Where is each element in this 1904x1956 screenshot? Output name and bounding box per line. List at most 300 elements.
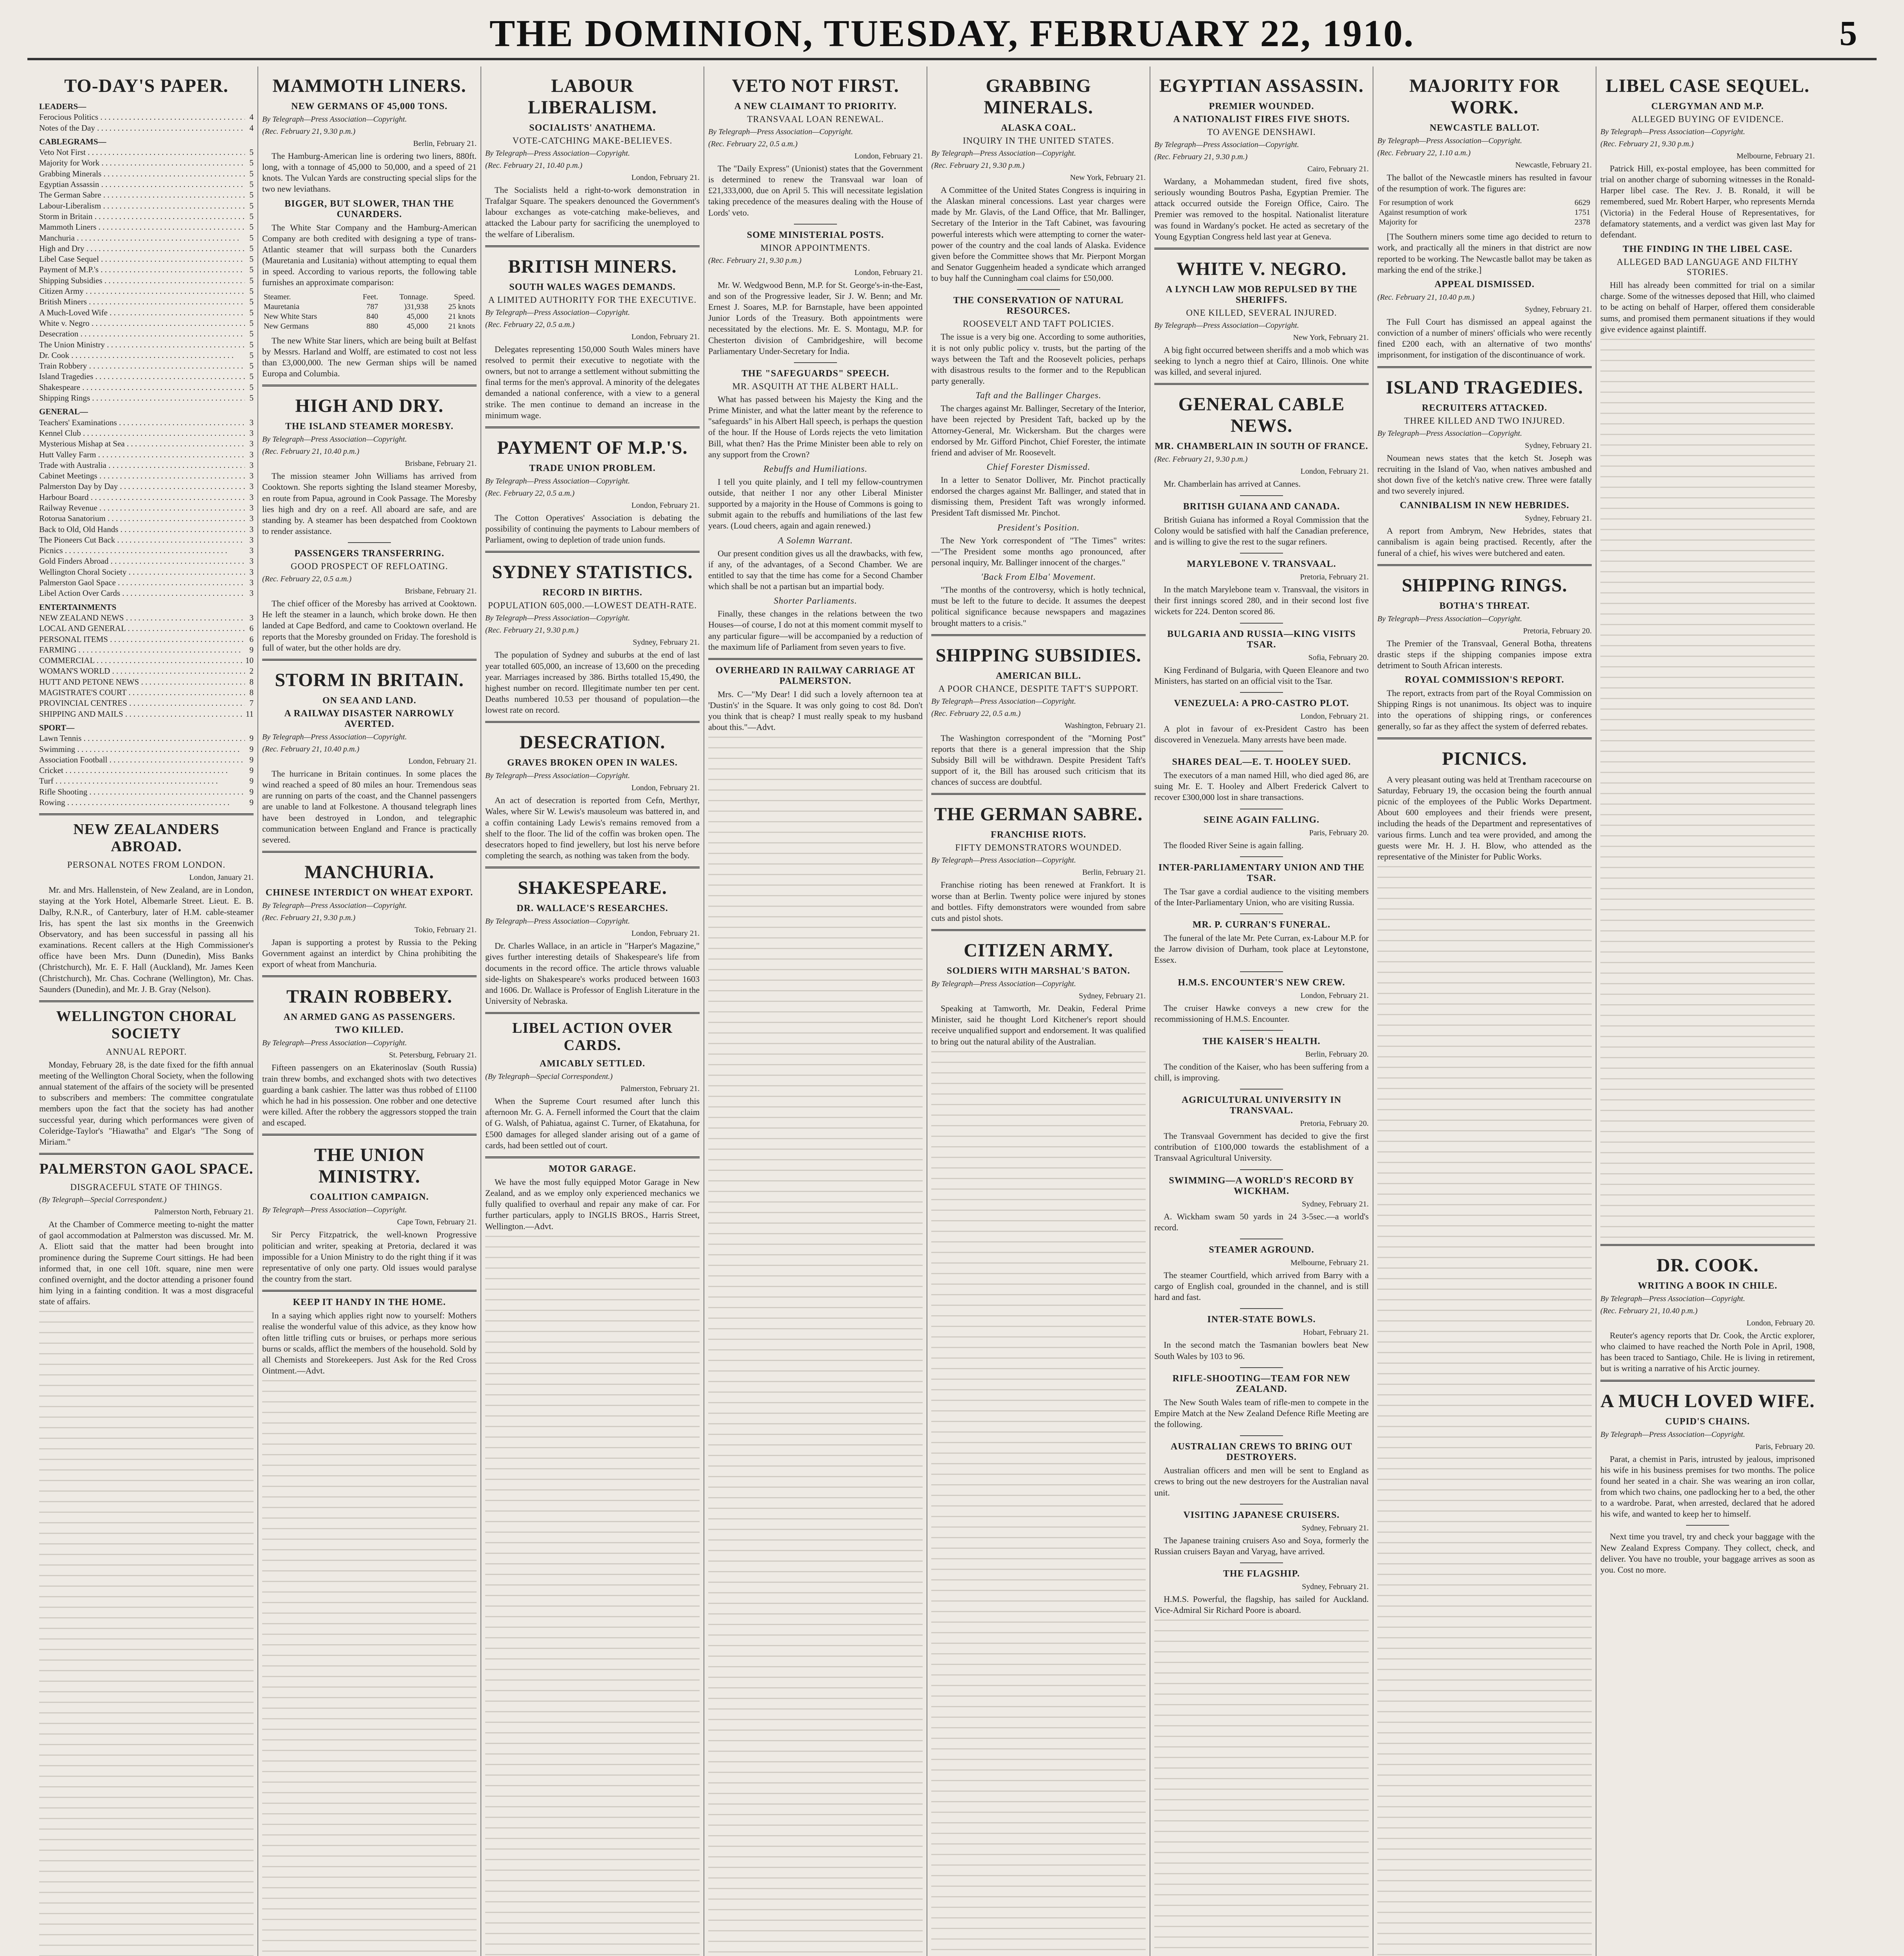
divider [348,542,391,543]
index-entry-page: 3 [249,460,254,470]
article-body: Mr. W. Wedgwood Benn, M.P. for St. George's-in-the-East, and son of the Progressive leader, Sir J. W. Benn; and Mr. Ernest J. Soares, M.P. for Barnstaple, have been appointed Junior Lords of the Treasury. Both appointments were necessitated by the elections. Mr. E. S. Montagu, M.P. for Chesterton division of Cambridgeshire, will become Parliamentary Under-Secretary for India. [708,280,923,356]
article-body: The executors of a man named Hill, who died aged 86, are suing Mr. E. T. Hooley and Albert Frederick Calvert to recover £300,000 lost in share transactions. [1154,770,1369,802]
index-entry [39,545,254,556]
index-entry [39,243,254,254]
index-entry-name: Veto Not First . . . [39,147,245,158]
index-entry [39,577,254,588]
index-entry-page: 9 [249,787,254,796]
byline: (By Telegraph—Special Correspondent.) [39,1196,167,1205]
subheading: BOTHA'S THREAT. [1439,600,1530,611]
index-entry-name: NEW ZEALAND NEWS . . . [39,613,245,623]
index-entry [39,460,254,471]
subheading: GOOD PROSPECT OF REFLOATING. [290,561,448,572]
dateline: Paris, February 20. [1309,828,1369,837]
index-entry-name: Island Tragedies . . . [39,371,245,382]
advert-body: Mrs. C—"My Dear! I did such a lovely afternoon tea at 'Dustin's' in the Square. It was only going to cost 8d. Don't you think that is cheap? I must really speak to my husband about this."—Advt. [708,689,923,732]
article-body: The "Daily Express" (Unionist) states that the Government is determined to renew the Transvaal war loan of £21,333,000, due on April 5. This will necessitate legislation taking precedence of the measures dealing with the House of Lords' veto. [708,164,923,218]
subheading: AUSTRALIAN CREWS TO BRING OUT DESTROYERS. [1170,1442,1353,1463]
article-body: The cruiser Hawke conveys a new crew for the recommissioning of H.M.S. Encounter. [1154,1003,1369,1024]
article-body: Franchise rioting has been renewed at Frankfort. It is worse than at Berlin. Twenty police were injured by stones and bottles. Fifty demonstrators were wounded from sabre cuts and pistol shots. [931,880,1146,923]
article-body: British Guiana has informed a Royal Commission that the Colony would be satisfied with half the Canadian preference, and is willing to give the rest to the sugar refiners. [1154,514,1369,547]
continued-text [1377,866,1592,1956]
index-entry-name: Gold Finders Abroad . . . [39,556,245,566]
article-body: Finally, these changes in the relations between the two Houses—of course, I do not at this moment commit myself to any particular figure—will be accompanied by a reduction of the maximum life of Parliament from seven years to five. [708,609,923,652]
index-entry-page: 3 [249,417,254,427]
subheading: ON SEA AND LAND. [322,695,417,706]
byline: By Telegraph—Press Association—Copyright. [262,901,407,910]
subheading: AMERICAN BILL. [995,671,1082,681]
divider [262,1134,477,1136]
article-body: Dr. Charles Wallace, in an article in "Harper's Magazine," gives further interesting details of Shakespeare's life from documents in the record office. The article throws valuable side-lights on Shakespeare's works produced between 1603 and 1606. Dr. Wallace is Professor of English Literature in the University of Nebraska. [485,941,700,1006]
index-entry-page: 3 [249,439,254,449]
subheading: APPEAL DISMISSED. [1434,279,1535,289]
subheading: THE KAISER'S HEALTH. [1202,1036,1321,1046]
vote-value: 1751 [1575,208,1590,217]
table-cell: )31,938 [404,302,428,311]
index-entry [39,123,254,133]
article-heading: STORM IN BRITAIN. [275,669,464,690]
index-entry [39,666,254,676]
divider [1154,248,1369,250]
dateline: London, February 21. [1300,991,1369,1000]
divider [708,658,923,660]
index-entry [39,588,254,599]
vote-label: Against resumption of work [1379,208,1467,217]
table-cell: 45,000 [407,322,428,331]
subheading: 'Back From Elba' Movement. [981,572,1096,582]
index-entry [39,307,254,318]
index-entry-page: 5 [249,329,254,339]
index-entry-page: 3 [249,449,254,459]
article-body: The report, extracts from part of the Royal Commission on Shipping Rings is not unanimous. Its object was to inquire into the operations of shipping rings, or conferences generally, so far as they affect the system of deferred rebates. [1377,688,1592,731]
article-heading: SHAKESPEARE. [518,877,667,899]
byline: By Telegraph—Press Association—Copyright. [262,1039,407,1048]
byline: By Telegraph—Press Association—Copyright. [1600,1430,1745,1439]
dateline: Berlin, February 20. [1305,1050,1369,1059]
divider [262,851,477,853]
subheading: STEAMER AGROUND. [1209,1244,1314,1255]
subheading: ANNUAL REPORT. [106,1046,187,1057]
index-entry [39,382,254,393]
advert-heading: OVERHEARD IN RAILWAY CARRIAGE AT PALMERSTON. [715,665,916,686]
index-entry-name: Desecration . . . [39,329,245,339]
article-body: An act of desecration is reported from Cefn, Merthyr, Wales, where Sir W. Lewis's mausoleum was battered in, and a coffin containing Lady Lewis's remains removed from a shelf to the floor. The lid of the coffin was broken open. The desecrators hoped to find jewellery, but lost his nerve before completing the search, as nothing was taken from the body. [485,795,700,861]
subheading: FRANCHISE RIOTS. [990,830,1087,840]
index-entry [39,733,254,744]
index-entry-name: Majority for Work . . . [39,158,245,168]
index-entry-name: The Pioneers Cut Back . . . [39,535,245,545]
index-entry-page: 3 [249,482,254,491]
dateline: Sydney, February 21. [1079,992,1146,1001]
byline: By Telegraph—Press Association—Copyright. [485,771,630,780]
article-heading: ISLAND TRAGEDIES. [1386,377,1584,398]
article-body: Parat, a chemist in Paris, intrusted by jealous, imprisoned his wife in his business premises for two months. The police found her seated in a chair. She was wearing an iron collar, from which two chains, one padlocking her to a bed, the other to a wardrobe. Parat, when arrested, declared that he adored his wife, and wanted to keep her to himself. [1600,1454,1815,1519]
byline: By Telegraph—Press Association—Copyright. [1154,140,1299,149]
article-body: The funeral of the late Mr. Pete Curran, ex-Labour M.P. for the Jarrow division of Durham, took place at Leytonstone, Essex. [1154,933,1369,965]
dateline: Paris, February 20. [1755,1442,1815,1451]
divider [485,1156,700,1158]
article-body: The hurricane in Britain continues. In some places the wind reached a speed of 80 miles an hour. Tremendous seas are running on parts of the coast, and the Channel passengers are unable to land at Folkestone. A thousand telegraph lines have been destroyed in London, and telegraphic communication between England and France is practically severed. [262,768,477,845]
contents-index [39,101,254,808]
received: (Rec. February 21, 10.40 p.m.) [262,447,360,456]
article-heading: SHIPPING SUBSIDIES. [936,645,1141,666]
article-heading: CITIZEN ARMY. [964,940,1113,961]
index-entry-page: 9 [249,798,254,807]
index-entry-page: 6 [249,624,254,633]
dateline: Sydney, February 21. [1302,1523,1369,1532]
divider [1240,856,1283,857]
dateline: Pretoria, February 20. [1300,1119,1369,1128]
article-heading: BRITISH MINERS. [508,256,677,277]
index-entry [39,755,254,765]
index-entry [39,513,254,524]
index-heading: TO-DAY'S PAPER. [64,76,229,96]
byline: (By Telegraph—Special Correspondent.) [485,1072,613,1081]
index-entry [39,329,254,339]
index-entry [39,471,254,481]
dateline: London, February 21. [408,757,477,766]
index-entry-page: 3 [249,567,254,577]
index-entry-page: 5 [249,201,254,210]
subheading: POPULATION 605,000.—LOWEST DEATH-RATE. [488,600,697,611]
dateline: Brisbane, February 21. [405,459,477,468]
article-body: Mr. and Mrs. Hallenstein, of New Zealand, are in London, staying at the York Hotel, Albemarle Street. Lieut. E. B. Dalby, R.N.R., of Canterbury, later of H.M. cable-steamer Iris, has spent the last six months in the Greenwich Observatory, and has been successful in passing all his examinations. Recent callers at the High Commissioner's office have been Mrs. Dunn (Dunedin), Miss Banks (Christchurch), Mr. E. F. Hall (Auckland), Mr. James Keen (Christchurch), Mr. Chas. Cochrane (Wellington), Mr. Chas. Saunders (Dunedin), and Mr. J. B. Gray (Nelson). [39,885,254,994]
index-entry-name: Libel Action Over Cards . . . [39,588,245,599]
dateline: Pretoria, February 20. [1523,626,1592,635]
vote-value: 6629 [1575,198,1590,207]
index-entry-name: White v. Negro . . . [39,318,245,329]
index-entry-name: Hutt Valley Farm . . . [39,449,245,460]
divider [1240,1367,1283,1368]
article-body: I tell you quite plainly, and I tell my fellow-countrymen outside, that neither I nor any other Liberal Minister supported by a majority in the House of Commons is going to submit again to the rebuffs and humiliations of the last few years. (Loud cheers, again and again renewed.) [708,476,923,531]
column-4 [708,67,923,1956]
article-body: The issue is a very big one. According to some authorities, it is not only public policy v. trusts, but the parting of the ways between the Taft and the Roosevelt policies, perhaps with disastrous results to the former and to the Republican party generally. [931,332,1146,386]
index-entry [39,286,254,297]
article-heading: HIGH AND DRY. [295,396,444,417]
article-body: The steamer Courtfield, which arrived from Barry with a cargo of English coal, grounded in the channel, and is still hard and fast. [1154,1270,1369,1302]
subheading: THE FLAGSHIP. [1223,1568,1300,1579]
article-body: A big fight occurred between sheriffs and a mob which was seeking to lynch a negro thief at Cairo, Illinois. One white was killed, and several injured. [1154,345,1369,377]
vote-label: Majority for [1379,218,1418,227]
article-body: Sir Percy Fitzpatrick, the well-known Progressive politician and writer, speaking at Pretoria, declared it was impossible for a Union Ministry to do the right thing if it was representative of only one party. Old issues would paralyse the country from the start. [262,1230,477,1284]
article-body: The Premier of the Transvaal, General Botha, threatens drastic steps if the shipping companies impose extra detriment to South African interests. [1377,638,1592,670]
dateline: London, February 21. [854,268,923,277]
dateline: Brisbane, February 21. [405,587,477,596]
subheading: ALLEGED BUYING OF EVIDENCE. [1631,114,1784,124]
subheading: NEW GERMANS OF 45,000 TONS. [291,101,448,111]
table-cell: Mauretania [264,302,300,311]
index-entry-name: Storm in Britain . . . [39,211,245,222]
continued-text [39,1311,254,1956]
subheading: RECRUITERS ATTACKED. [1422,403,1548,413]
divider [485,245,700,247]
article-heading: GRABBING MINERALS. [984,76,1093,118]
article-body: Mr. Chamberlain has arrived at Cannes. [1164,479,1301,489]
article-body: The ballot of the Newcastle miners has resulted in favour of the resumption of work. The figures are: [1377,173,1592,194]
index-entry-name: COMMERCIAL . . . [39,655,245,666]
article-body: At the Chamber of Commerce meeting to-night the matter of gaol accommodation at Palmerston was discussed. Mr. M. A. Eliott said that the matter had been brought into prominence during the Supreme Court sittings. He had been informed that, in one cell 10ft. square, nine men were confined overnight, and the doctor attending a prisoner found him lying in a fainting condition. It was a most disgraceful state of affairs. [39,1219,254,1307]
received: (Rec. February 21, 9.30 p.m.) [1154,153,1248,161]
subheading: SOUTH WALES WAGES DEMANDS. [509,282,676,292]
table-cell: 21 knots [448,312,475,321]
index-entry-name: Trade with Australia . . . [39,460,245,471]
byline: By Telegraph—Press Association—Copyright. [262,1206,407,1215]
index-entry-name: Palmerston Gaol Space . . . [39,577,245,588]
subheading: CANNIBALISM IN NEW HEBRIDES. [1400,500,1569,511]
index-entry-page: 3 [249,471,254,481]
article-heading: LIBEL CASE SEQUEL. [1605,76,1810,96]
divider [931,793,1146,795]
index-entry-name: Rifle Shooting . . . [39,787,245,797]
index-entry-page: 5 [249,393,254,403]
index-entry-name: WOMAN'S WORLD . . . [39,666,245,676]
subheading: MR. CHAMBERLAIN IN SOUTH OF FRANCE. [1155,441,1368,452]
table-header-cell: Steamer. [264,292,291,301]
divider [485,551,700,553]
dateline: London, February 21. [1300,712,1369,721]
byline: By Telegraph—Press Association—Copyright. [262,115,407,124]
article-body: H.M.S. Powerful, the flagship, has sailed for Auckland. Vice-Admiral Sir Richard Poore is aboard. [1154,1594,1369,1615]
column-7 [1377,67,1592,1956]
article-body: Our present condition gives us all the drawbacks, with few, if any, of the advantages, of a Second Chamber. We are entitled to say that the time has come for a Second Chamber which shall be not a partisan but an impartial body. [708,548,923,591]
article-body: The mission steamer John Williams has arrived from Cooktown. She reports sighting the Island steamer Moresby, en route from Papua, aground in Cook Passage. The Moresby lies high and dry on a reef. All aboard are safe, and are standing by. A steamer has been despatched from Cooktown to render assistance. [262,471,477,536]
continued-text [1600,339,1815,1239]
article-body: Speaking at Tamworth, Mr. Deakin, Federal Prime Minister, said he thought Lord Kitchener's report should receive unqualified support and endorsement. It was qualified to bring out the natural ability of the Australian. [931,1003,1146,1046]
table-cell: 787 [366,302,378,311]
received: (Rec. February 21, 9.30 p.m.) [1154,455,1248,464]
article-heading: NEW ZEALANDERS ABROAD. [73,821,220,855]
index-entry [39,787,254,797]
dateline-wrap [1154,829,1369,838]
divider [1240,495,1283,496]
index-entry-page: 5 [249,180,254,189]
subheading: BULGARIA AND RUSSIA—KING VISITS TSAR. [1167,629,1356,650]
byline: By Telegraph—Press Association—Copyright. [1600,128,1745,136]
article-body: Fifteen passengers on an Ekaterinoslav (South Russia) train threw bombs, and exchanged shots with two detectives guarding a bank cashier. The latter was thus robbed of £1100 which he had in his possession. One robber and one detective were killed. After the robbery the aggressors stopped the train and escaped. [262,1062,477,1128]
index-entry [39,765,254,776]
dateline-wrap [1154,712,1369,721]
index-entry-name: British Miners . . . [39,297,245,307]
byline: By Telegraph—Press Association—Copyright. [1377,614,1522,623]
subheading: H.M.S. ENCOUNTER'S NEW CREW. [1178,977,1345,988]
index-entry [39,179,254,190]
subheading: SOCIALISTS' ANATHEMA. [529,123,656,133]
article-body: Patrick Hill, ex-postal employee, has been committed for trial on another charge of suborning witnesses in the Ronald-Harper libel case. The Rev. J. B. Ronald, it will be remembered, sued Mr. Robert Harper, who represents Mernda (Victoria) in the Federal House of Representatives, for defamatory statements, and a verdict was given last May for defendant. [1600,164,1815,239]
dateline: St. Petersburg, February 21. [389,1051,477,1060]
index-entry-name: Picnics . . . [39,545,245,556]
index-entry [39,677,254,687]
dateline: Palmerston North, February 21. [154,1208,254,1217]
dateline: Berlin, February 21. [413,139,477,148]
received: (Rec. February 22, 0.5 a.m.) [708,140,798,148]
dateline: Washington, February 21. [1064,721,1146,730]
dateline-wrap [1154,1328,1369,1337]
dateline: Sydney, February 21. [1525,514,1592,523]
article-heading: GENERAL CABLE NEWS. [1178,394,1345,437]
index-entry-name: The Union Ministry . . . [39,340,245,350]
article-body: The charges against Mr. Ballinger, Secretary of the Interior, have been rejected by President Taft, backed up by the Attorney-General, Mr. Wickersham. But the charges were endorsed by Mr. Gifford Pinchot, Chief Forester, the intimate friend and adviser of Mr. Roosevelt. [931,403,1146,457]
index-entry [39,211,254,222]
index-entry [39,492,254,503]
divider [485,867,700,868]
index-section: ENTERTAINMENTS [39,602,117,612]
subheading: VOTE-CATCHING MAKE-BELIEVES. [512,136,673,146]
article-body: A very pleasant outing was held at Trentham racecourse on Saturday, February 19, the occasion being the fourth annual picnic of the employees of the Public Works Department. About 600 employees and their friends were present, including the heads of the Department and representatives of various firms. Lunch and tea were provided, and among the guests were Mr. H. J. H. Blow, who attended as the representative of the Minister for Public Works. [1377,774,1592,861]
subheading: CLERGYMAN AND M.P. [1651,101,1764,111]
index-section: SPORT— [39,723,75,732]
index-entry-page: 5 [249,350,254,360]
masthead [0,0,1904,59]
index-entry-page: 9 [249,645,254,654]
index-entry [39,233,254,243]
index-entry-name: Grabbing Minerals . . . [39,169,245,179]
subheading: AMICABLY SETTLED. [540,1059,645,1069]
received: (Rec. February 22, 0.5 a.m.) [262,575,352,584]
subheading: DISGRACEFUL STATE OF THINGS. [70,1182,223,1192]
article-body: Australian officers and men will be sent to England as crews to bring out the new destroyers for the Australian naval unit. [1154,1465,1369,1498]
byline: By Telegraph—Press Association—Copyright. [931,149,1076,158]
index-entry [39,190,254,200]
index-entry [39,371,254,382]
table-cell: 25 knots [448,302,475,311]
byline: By Telegraph—Press Association—Copyright. [485,308,630,317]
table-header-cell: Tonnage. [399,292,428,301]
divider [1240,913,1283,914]
table-row [262,322,477,331]
article-heading: WHITE V. NEGRO. [1176,258,1347,279]
dateline: Cape Town, February 21. [397,1218,477,1227]
byline: By Telegraph—Press Association—Copyright. [931,980,1076,989]
divider [485,721,700,723]
divider [794,362,837,363]
advert-body: In a saying which applies right now to yourself: Mothers realise the wonderful value of this advice, as they know how often little trifling cuts or bruises, or perhaps more serious burns or scalds, afflict the members of the household. Sold by all Chemists and Storekeepers. Just Ask for the Red Cross Ointment.—Advt. [262,1311,477,1375]
divider [1240,1030,1283,1031]
article-body: [The Southern miners some time ago decided to return to work, and practically all the miners in that district are now reported to be working. The Newcastle ballot may be taken as marking the end of the strike.] [1377,232,1592,275]
article-body: The condition of the Kaiser, who has been suffering from a chill, is improving. [1154,1061,1369,1082]
article-heading: TRAIN ROBBERY. [286,986,452,1007]
subheading: TWO KILLED. [335,1025,404,1036]
subheading: DR. WALLACE'S RESEARCHES. [516,903,668,914]
dateline: New York, February 21. [1070,173,1146,182]
index-section: CABLEGRAMS— [39,137,106,146]
subheading: A POOR CHANCE, DESPITE TAFT'S SUPPORT. [938,683,1139,694]
article-heading: EGYPTIAN ASSASSIN. [1159,76,1364,96]
subheading: SOLDIERS WITH MARSHAL'S BATON. [947,966,1130,976]
divider [485,426,700,428]
article-body: The Full Court has dismissed an appeal against the conviction of a number of miners' officials who were recently fined £200 each, with an alternative of two months' imprisonment, for instigation of the discontinuance of work. [1377,316,1592,360]
index-entry-name: Citizen Army . . . [39,286,245,297]
dateline-wrap [1154,1119,1369,1128]
subheading: SOME MINISTERIAL POSTS. [747,230,884,240]
subheading: MARYLEBONE V. TRANSVAAL. [1187,559,1336,570]
subheading: A NEW CLAIMANT TO PRIORITY. [734,101,897,111]
subheading: ROOSEVELT AND TAFT POLICIES. [963,319,1114,329]
dateline: Sydney, February 21. [633,638,700,647]
divider [1240,1504,1283,1505]
index-entry-page: 11 [245,709,254,719]
dateline-wrap [1154,991,1369,1000]
index-entry-page: 9 [249,734,254,743]
index-entry [39,201,254,211]
byline: By Telegraph—Press Association—Copyright. [1377,429,1522,438]
subheading: THE CONSERVATION OF NATURAL RESOURCES. [953,295,1124,316]
dateline-wrap [1154,1524,1369,1533]
article-body: Hill has already been committed for trial on a similar charge. Some of the witnesses deposed that Hill, who claimed to be acting on behalf of Harper, offered them considerable sums, and promised them permanent situations if they would give evidence against plaintiff. [1600,280,1815,334]
dateline: Melbourne, February 21. [1737,152,1815,160]
subheading: CHINESE INTERDICT ON WHEAT EXPORT. [265,888,473,898]
table-row [1377,198,1592,208]
index-entry [39,318,254,329]
dateline-wrap [1154,1258,1369,1267]
index-entry-name: HUTT AND PETONE NEWS . . . [39,677,245,687]
byline: By Telegraph—Press Association—Copyright. [262,435,407,444]
index-entry [39,264,254,275]
index-entry [39,417,254,428]
article-body: The Washington correspondent of the "Morning Post" reports that there is a general impression that the Ship Subsidy Bill will be withdrawn. Despite President Taft's support of it, the Bill has aroused such criticism that its chances of success are doubtful. [931,733,1146,787]
index-entry-name: Swimming . . . [39,744,245,755]
continued-text [708,737,923,1956]
index-entry-page: 10 [245,656,254,665]
index-entry [39,449,254,460]
column-rule [257,67,258,1956]
subheading: BRITISH GUIANA AND CANADA. [1183,501,1340,512]
article-body: The New South Wales team of rifle-men to compete in the Empire Match at the New Zealand Defence Rifle Meeting are the following. [1154,1397,1369,1429]
dateline: London, February 21. [631,784,700,793]
article-body: The flooded River Seine is again falling. [1164,840,1304,850]
subheading: MR. ASQUITH AT THE ALBERT HALL. [732,381,899,391]
divider [262,975,477,977]
index-entry-page: 5 [249,158,254,168]
dateline: Sydney, February 21. [1525,441,1592,450]
byline: By Telegraph—Press Association—Copyright. [262,732,407,741]
index-entry [39,428,254,439]
article-body: A. Wickham swam 50 yards in 24 3-5sec.—a world's record. [1154,1211,1369,1232]
index-entry [39,698,254,708]
index-entry [39,169,254,179]
index-entry-page: 3 [249,588,254,598]
subheading: A LYNCH LAW MOB REPULSED BY THE SHERIFFS. [1166,284,1357,305]
index-entry-name: Association Football . . . [39,755,245,765]
byline: By Telegraph—Press Association—Copyright. [485,917,630,926]
index-entry [39,297,254,307]
received: (Rec. February 21, 9.30 p.m.) [262,913,356,922]
continued-text [931,1051,1146,1956]
dateline: Sofia, February 20. [1308,653,1369,662]
article-body: In the second match the Tasmanian bowlers beat New South Wales by 103 to 96. [1154,1340,1369,1361]
article-body: "The months of the controversy, which is hotly technical, must be left to the future to decide. It assumes the deepest political significance because newspapers and magazines brought matters to a crisis." [931,585,1146,628]
index-section: GENERAL— [39,407,88,417]
subheading: President's Position. [997,522,1080,532]
index-entry-name: Mysterious Mishap at Sea . . . [39,439,245,449]
article-body: The Hamburg-American line is ordering two liners, 880ft. long, with a tonnage of 45,000 to 50,000, and a speed of 21 knots. The Vulcan Yards are constructing special slips for the two new leviathans. [262,151,477,194]
subheading: SHARES DEAL—E. T. HOOLEY SUED. [1172,757,1351,768]
subheading: MR. P. CURRAN'S FUNERAL. [1192,920,1331,930]
index-entry [39,112,254,122]
index-entry-name: Railway Revenue . . . [39,503,245,513]
dateline: Cairo, February 21. [1307,165,1369,173]
column-8 [1600,67,1815,1956]
index-entry-page: 9 [249,776,254,786]
index-entry-name: The German Sabre . . . [39,190,245,200]
dateline: Pretoria, February 21. [1300,573,1369,582]
dateline: Sydney, February 21. [1302,1582,1369,1591]
article-body: Reuter's agency reports that Dr. Cook, the Arctic explorer, who claimed to have reached the North Pole in April, 1908, has been traced to Santiago, Chile. He is living in retirement, but is writing a narrative of his Arctic journey. [1600,1330,1815,1374]
table-row [262,312,477,322]
subheading: TRANSVAAL LOAN RENEWAL. [747,114,884,124]
divider [1240,623,1283,624]
index-entry-name: Kennel Club . . . [39,428,245,439]
subheading: THE ISLAND STEAMER MORESBY. [285,421,454,432]
